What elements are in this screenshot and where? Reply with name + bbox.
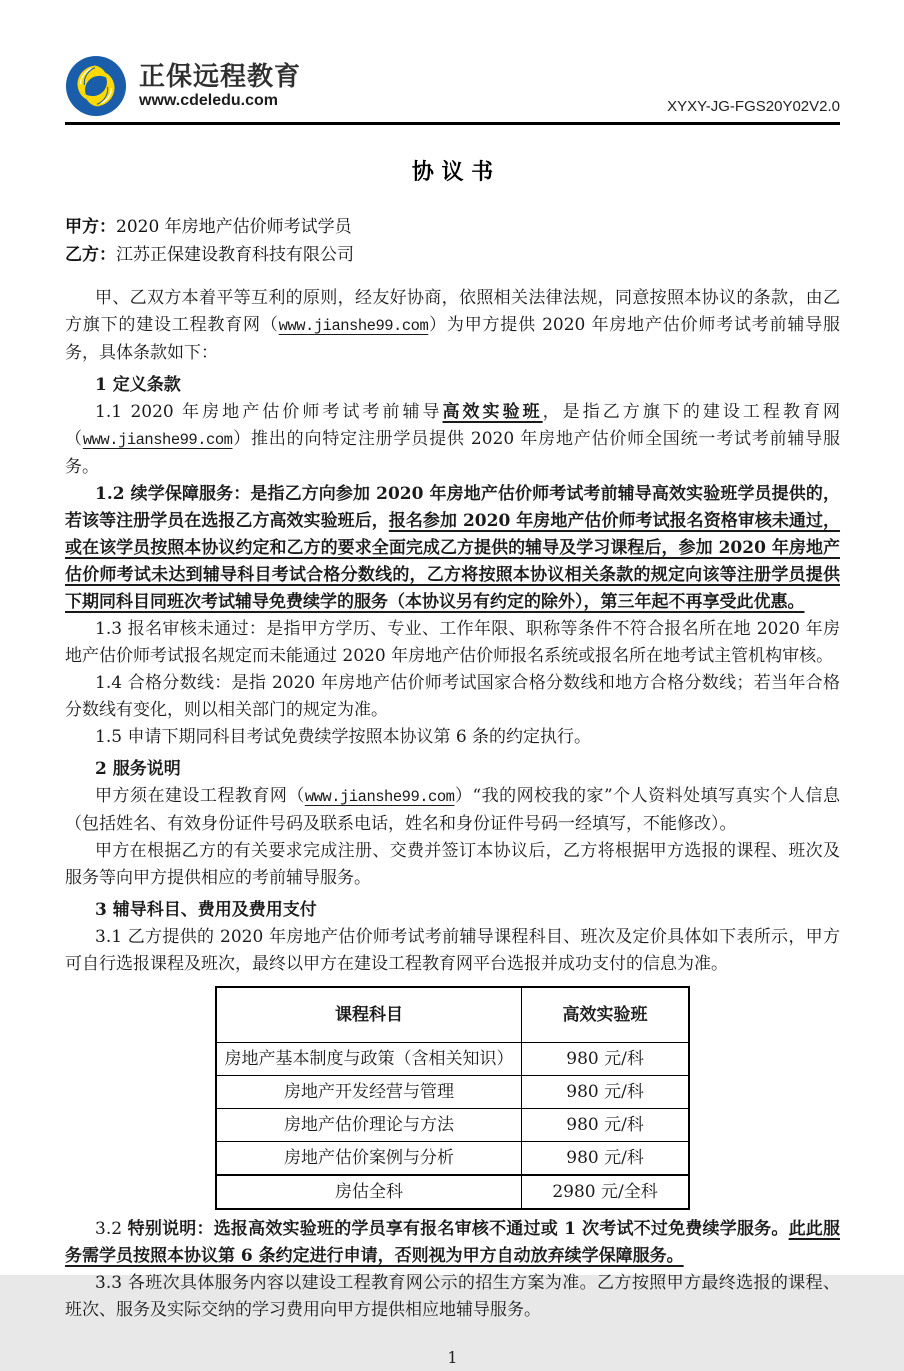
brand-text xyxy=(139,62,301,110)
url-text[interactable]: www.jianshe99.com xyxy=(304,788,455,806)
text-segment: 此此服务需学员按照本协议第 6 条约定进行申请，否则视为甲方自动放弃续学保障服务。 xyxy=(65,1219,840,1266)
paragraph xyxy=(65,285,840,367)
party-b-label: 乙方： xyxy=(65,245,116,265)
paragraph xyxy=(65,838,840,892)
table-header-row xyxy=(216,987,689,1043)
text-segment: 3.2 xyxy=(95,1219,128,1239)
text-segment: ）“我的网校我的家”个人资料处填写真实个人信息（包括姓名、有效身份证件号码及联系电话，姓名和身份证件号码一经填写，不能修改）。 xyxy=(65,786,841,834)
paragraph xyxy=(65,924,840,978)
table-header-cell: 高效实验班 xyxy=(522,987,689,1043)
table-row xyxy=(216,1142,689,1176)
table-row xyxy=(216,1109,689,1142)
brand-website: www.cdeledu.com xyxy=(139,91,278,109)
brand-block xyxy=(65,55,301,117)
table-cell: 房地产估价理论与方法 xyxy=(216,1109,522,1142)
paragraph xyxy=(65,616,840,670)
url-text[interactable]: www.jianshe99.com xyxy=(278,317,429,335)
party-b-value: 江苏正保建设教育科技有限公司 xyxy=(116,245,354,265)
table-cell: 980 元/科 xyxy=(522,1043,689,1076)
paragraph xyxy=(65,1216,840,1270)
table-cell: 房地产开发经营与管理 xyxy=(216,1076,522,1109)
text-segment: 报名参加 2020 年房地产估价师考试报名资格审核未通过，或在该学员按照本协议约定和乙方的要求全面完成乙方提供的辅导及学习课程后，参加 2020 年房地产估价师考试未达到辅导科目考试合格分数线的，乙方将按照本协议相关条款的规定向该等注册学员提供下期同科目同班次考试辅导免费续学的服务（本协议另有约定的除外），第三年起不再享受此优惠。 xyxy=(65,511,841,612)
section-heading: 1 定义条款 xyxy=(95,375,181,395)
paragraph xyxy=(65,670,840,724)
table-row xyxy=(216,1076,689,1109)
section-heading: 3 辅导科目、费用及费用支付 xyxy=(95,900,317,920)
parties-block xyxy=(65,213,840,269)
table-cell: 980 元/科 xyxy=(522,1076,689,1109)
document-code: XYXY-JG-FGS20Y02V2.0 xyxy=(667,98,840,115)
text-segment: ）为甲方提供 2020 年房地产估价师考试考前辅导服务，具体条款如下： xyxy=(65,315,841,363)
text-segment: 1.2 续学保障服务：是指乙方向参加 2020 年房地产估价师考试考前辅导高效实验班学员提供的，若该等注册学员在选报乙方高效实验班后， xyxy=(65,484,840,531)
header-divider xyxy=(65,122,840,125)
table-cell: 980 元/科 xyxy=(522,1142,689,1176)
text-segment: 1.5 申请下期同科目考试免费续学按照本协议第 6 条的约定执行。 xyxy=(95,727,592,747)
paragraph xyxy=(65,399,840,481)
table-row xyxy=(216,1175,689,1209)
paragraph xyxy=(65,783,840,838)
url-text[interactable]: www.jianshe99.com xyxy=(82,431,233,449)
text-segment: 3.1 乙方提供的 2020 年房地产估价师考试考前辅导课程科目、班次及定价具体如下表所示，甲方可自行选报课程及班次，最终以甲方在建设工程教育网平台选报并成功支付的信息为准。 xyxy=(65,927,840,974)
paragraph xyxy=(65,1270,840,1324)
text-segment: 1.4 合格分数线：是指 2020 年房地产估价师考试国家合格分数线和地方合格分数线；若当年合格分数线有变化，则以相关部门的规定为准。 xyxy=(65,673,840,720)
agreement-body xyxy=(65,285,840,1371)
text-segment: ，是指乙方旗下的建设工程教育网（ xyxy=(65,402,841,449)
company-logo-icon xyxy=(65,55,127,117)
party-a-label: 甲方： xyxy=(65,217,116,237)
table-header-cell: 课程科目 xyxy=(216,987,522,1043)
party-a-line xyxy=(65,213,840,241)
text-segment: 3.3 各班次具体服务内容以建设工程教育网公示的招生方案为准。乙方按照甲方最终选报的课程、班次、服务及实际交纳的学习费用向甲方提供相应地辅导服务。 xyxy=(65,1273,840,1320)
page-title: 协 议 书 xyxy=(411,159,494,185)
table-row xyxy=(216,1043,689,1076)
table-cell: 980 元/科 xyxy=(522,1109,689,1142)
section-heading: 2 服务说明 xyxy=(95,759,181,779)
paragraph xyxy=(65,724,840,751)
table-cell: 房估全科 xyxy=(216,1175,522,1209)
text-segment: 甲方须在建设工程教育网（ xyxy=(95,786,305,806)
party-b-line xyxy=(65,241,840,269)
text-segment: 1.3 报名审核未通过：是指甲方学历、专业、工作年限、职称等条件不符合报名所在地 2020 年房地产估价师考试报名规定而未能通过 2020 年房地产估价师报名系统或报名所在地考试主管机构审核。 xyxy=(65,619,840,666)
text-segment: 特别说明：选报高效实验班的学员享有报名审核不通过或 1 次考试不过免费续学服务。 xyxy=(127,1219,789,1239)
table-cell: 房地产基本制度与政策（含相关知识） xyxy=(216,1043,522,1076)
text-segment: 1.1 2020 年房地产估价师考试考前辅导 xyxy=(95,402,443,422)
text-segment: 甲方在根据乙方的有关要求完成注册、交费并签订本协议后，乙方将根据甲方选报的课程、班次及服务等向甲方提供相应的考前辅导服务。 xyxy=(65,841,840,888)
text-segment: 高效实验班 xyxy=(442,402,543,422)
paragraph xyxy=(65,481,840,616)
brand-name: 正保远程教育 xyxy=(139,60,302,91)
page-number: 1 xyxy=(447,1348,458,1367)
table-cell: 2980 元/全科 xyxy=(522,1175,689,1209)
table-cell: 房地产估价案例与分析 xyxy=(216,1142,522,1176)
pricing-table xyxy=(215,986,690,1210)
party-a-value: 2020 年房地产估价师考试学员 xyxy=(116,217,352,237)
text-segment: ）推出的向特定注册学员提供 2020 年房地产估价师全国统一考试考前辅导服务。 xyxy=(65,429,841,477)
document-header xyxy=(65,55,840,117)
text-segment: 甲、乙双方本着平等互利的原则，经友好协商，依照相关法律法规，同意按照本协议的条款，由乙方旗下的建设工程教育网（ xyxy=(65,288,840,335)
